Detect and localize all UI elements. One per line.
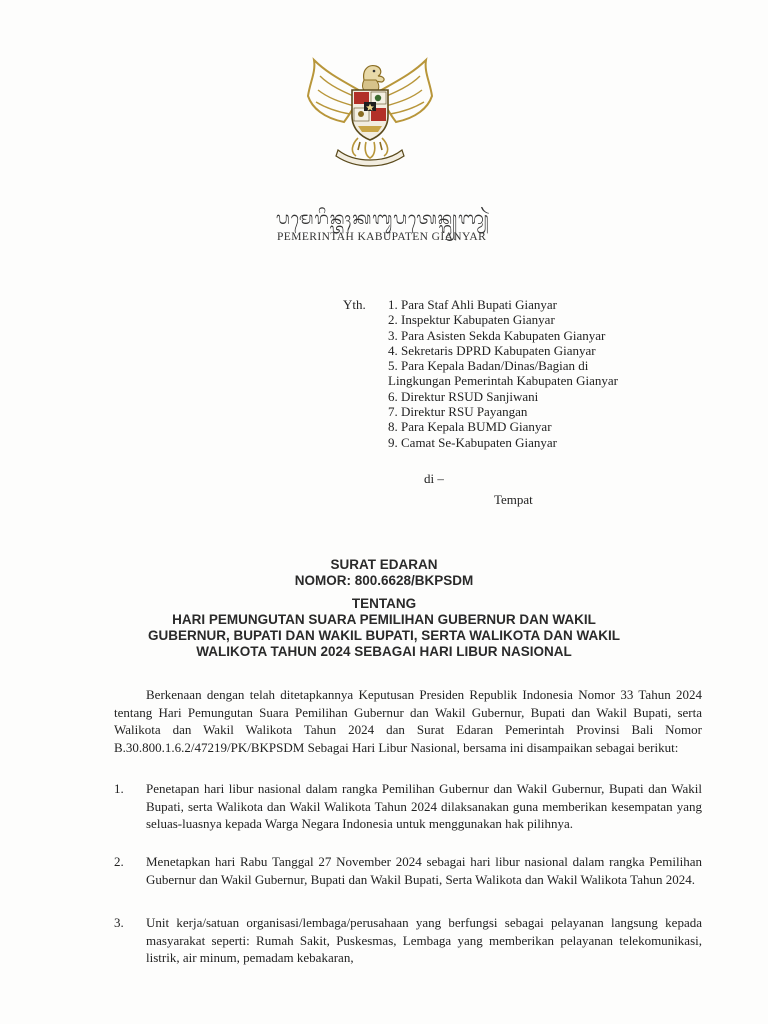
government-name: PEMERINTAH KABUPATEN GIANYAR [277, 231, 487, 243]
recipient-item: 7. Direktur RSU Payangan [388, 404, 528, 420]
subject-line: HARI PEMUNGUTAN SUARA PEMILIHAN GUBERNUR DAN WAKIL [172, 612, 596, 627]
subject-line: WALIKOTA TAHUN 2024 SEBAGAI HARI LIBUR NASIONAL [196, 644, 572, 659]
recipient-item: 8. Para Kepala BUMD Gianyar [388, 419, 552, 435]
garuda-emblem-icon [300, 52, 440, 170]
recipient-item: 6. Direktur RSUD Sanjiwani [388, 388, 539, 404]
list-item-text: Menetapkan hari Rabu Tanggal 27 November 2024 sebagai hari libur nasional dalam rangka Pemilihan Gubernur dan Wakil Gubernur, Bupati dan Wakil Bupati, Serta Walikota dan Wakil Walikota Tahun 2024. [146, 854, 702, 887]
recipient-list [388, 297, 618, 450]
recipient-item: 2. Inspektur Kabupaten Gianyar [388, 312, 555, 328]
di-label: di – [424, 471, 444, 486]
document-title: SURAT EDARAN [330, 557, 438, 572]
list-item-number: 3. [114, 915, 124, 930]
tempat-label: Tempat [494, 492, 533, 507]
recipient-item: 4. Sekretaris DPRD Kabupaten Gianyar [388, 342, 596, 358]
recipient-item: 5. Para Kepala Badan/Dinas/Bagian di [388, 358, 589, 374]
recipient-item: 9. Camat Se-Kabupaten Gianyar [388, 434, 557, 450]
recipient-item: 1. Para Staf Ahli Bupati Gianyar [388, 297, 557, 312]
list-item-text: Penetapan hari libur nasional dalam rangka Pemilihan Gubernur dan Wakil Gubernur, Bupati dan Wakil Bupati, serta Walikota dan Wakil Walikota Tahun 2024 dilaksanakan guna memberikan kesempatan yang seluas-luasnya kepada Warga Negara Indonesia untuk menggunakan hak pilihnya. [146, 781, 702, 832]
subject-label: TENTANG [351, 596, 417, 611]
recipient-item: 3. Para Asisten Sekda Kabupaten Gianyar [388, 327, 606, 343]
salutation: Yth. [343, 297, 366, 312]
list-item-text: Unit kerja/satuan organisasi/lembaga/perusahaan yang berfungsi sebagai pelayanan langsung kepada masyarakat seperti: Rumah Sakit, Puskesmas, Lembaga yang memberikan pelayanan telekomunikasi, listrik, air minum, pemadam kebakaran, [146, 915, 702, 966]
list-item-number: 1. [114, 781, 124, 796]
list-item-number: 2. [114, 854, 124, 869]
intro-paragraph: Berkenaan dengan telah ditetapkannya Keputusan Presiden Republik Indonesia Nomor 33 Tahun 2024 tentang Hari Pemungutan Suara Pemilihan Gubernur dan Wakil Gubernur, Bupati dan Wakil Bupati, serta Walikota dan Wakil Walikota Tahun 2024 dan Surat Edaran Pemerintah Provinsi Bali Nomor B.30.800.1.6.2/47219/PK/BKPSDM Sebagai Hari Libur Nasional, bersama ini disampaikan sebagai berikut: [114, 687, 702, 755]
subject-line: GUBERNUR, BUPATI DAN WAKIL BUPATI, SERTA WALIKOTA DAN WAKIL [148, 628, 620, 643]
document-number: NOMOR: 800.6628/BKPSDM [294, 573, 474, 588]
balinese-script-title: ᬧᬫᬾᬭᬶᬦ᭄ᬢᬄᬓᬩᬸᬧᬢᬾᬦ᭄ᬕ᭄ᬬᬜ᭄ᬬᬃ [276, 209, 490, 229]
recipient-item: Lingkungan Pemerintah Kabupaten Gianyar [388, 373, 618, 389]
